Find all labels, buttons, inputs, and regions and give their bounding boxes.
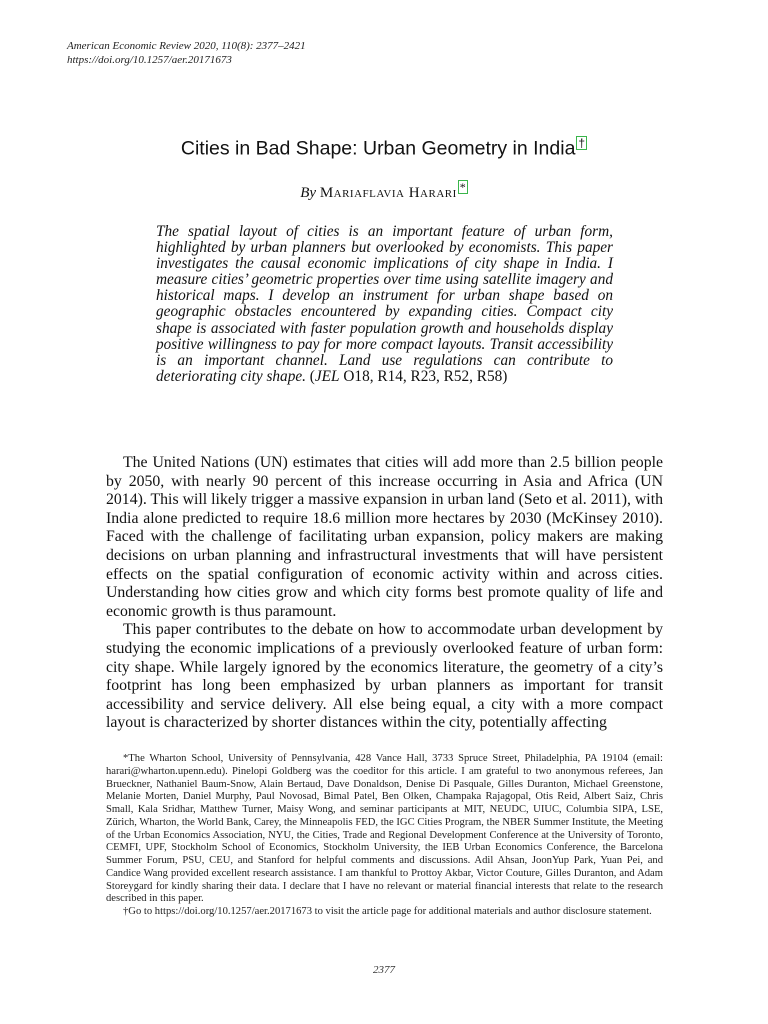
doi-line: https://doi.org/10.1257/aer.20171673 (67, 54, 232, 66)
footnote-article-link: †Go to https://doi.org/10.1257/aer.20171673 to visit the article page for additional materials and author disclosure statement. (123, 906, 652, 917)
footnotes (106, 753, 663, 919)
page-number: 2377 (373, 964, 395, 976)
body-paragraph: This paper contributes to the debate on how to accommodate urban development by studying the economic implications of a previously overlooked feature of urban form: city shape. While largely ignored by the economics literature, the geometry of a city’s footprint has long been emphasized by urban planners as important for transit accessibility and service delivery. All else being equal, a city with a more compact layout is characterized by shorter distances within the city, potentially affecting (106, 621, 663, 732)
author-line (0, 180, 768, 202)
paper-title-text: Cities in Bad Shape: Urban Geometry in India (180, 137, 576, 160)
author-footnote-link[interactable]: * (459, 180, 466, 194)
journal-header (67, 39, 306, 67)
author-name: Mariaflavia Harari (319, 185, 457, 201)
footnote-affiliation: *The Wharton School, University of Pennsylvania, 428 Vance Hall, 3733 Spruce Street, Philadelphia, PA 19104 (email: harari@wharton.upenn.edu). Pinelopi Goldberg was the coeditor for this article. I am grateful to two anonymous referees, Jan Brueckner, Nathaniel Baum-Snow, Alain Bertaud, Dave Donaldson, Denise Di Pasquale, Gilles Duranton, Michael Greenstone, Melanie Morten, Daniel Murphy, Paul Novosad, Bimal Patel, Ben Olken, Champaka Rajagopal, Otis Reid, Albert Saiz, Chris Small, Kala Sridhar, Matthew Turner, Maisy Wong, and seminar participants at MIT, NEUDC, UIUC, Columbia SIPA, LSE, Zürich, Wharton, the World Bank, Carey, the Minneapolis FED, the IGC Cities Program, the NBER Summer Institute, the Meeting of the Urban Economics Association, NYU, the Cities, Trade and Regional Development Conference at the University of Toronto, CEMFI, UPF, Stockholm School of Economics, Stockholm University, the IEB Urban Economics Conference, the Barcelona Summer Forum, PSU, CEU, and Stanford for helpful comments and discussions. Adil Ahsan, JoonYup Park, Yuan Pei, and Candice Wang provided excellent research assistance. I am thankful to Prottoy Akbar, Victor Couture, Gilles Duranton, and Adam Storeygard for kindly sharing their data. I declare that I have no relevant or material financial interests that relate to the research described in this paper. (106, 753, 663, 905)
abstract-jel-open: ( (305, 367, 315, 385)
body-text (106, 454, 663, 733)
body-paragraph: The United Nations (UN) estimates that cities will add more than 2.5 billion people by 2050, with nearly 90 percent of this increase occurring in Asia and Africa (UN 2014). This will likely trigger a massive expansion in urban land (Seto et al. 2011), with India alone predicted to require 18.6 million more hectares by 2030 (McKinsey 2010). Faced with the challenge of facilitating urban expansion, policy makers are making decisions on urban planning and infrastructural investments that will have persistent effects on the spatial configuration of economic activity within and across cities. Understanding how cities grow and which city forms best promote quality of life and economic growth is thus paramount. (106, 454, 663, 620)
abstract-jel-label: JEL (314, 367, 340, 385)
author-by: By (300, 185, 317, 201)
abstract-text: The spatial layout of cities is an important feature of urban form, highlighted by urban planners but overlooked by economists. This paper investigates the causal economic implications of city shape in India. I measure cities’ geometric properties over time using satellite imagery and historical maps. I develop an instrument for urban shape based on geographic obstacles encountered by expanding cities. Compact city shape is associated with faster population growth and households display positive willingness to pay for more compact layouts. Transit accessibility is an important channel. Land use regulations can contribute to deteriorating city shape. (156, 223, 613, 385)
journal-citation: American Economic Review 2020, 110(8): 2377–2421 (67, 40, 306, 52)
abstract-jel-codes: O18, R14, R23, R52, R58) (339, 367, 508, 385)
paper-title (0, 136, 768, 161)
title-footnote-link[interactable]: † (578, 136, 586, 150)
abstract (156, 224, 613, 385)
